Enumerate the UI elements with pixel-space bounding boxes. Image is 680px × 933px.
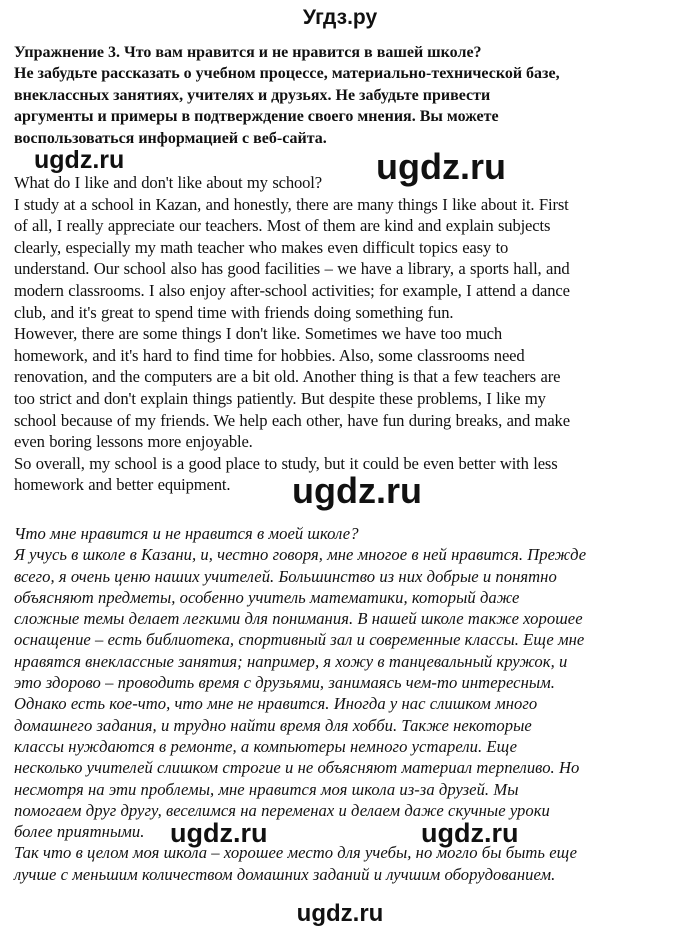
russian-line: объясняют предметы, особенно учитель математики, который даже (14, 587, 520, 607)
english-line: homework, and it's hard to find time for hobbies. Also, some classrooms need (14, 345, 525, 365)
russian-line: Так что в целом моя школа – хорошее место для учебы, но могло бы быть еще (14, 843, 578, 863)
russian-line: Я учусь в школе в Казани, и, честно говоря, мне многое в ней нравится. Прежде (14, 545, 587, 565)
russian-line: классы нуждаются в ремонте, а компьютеры немного устарели. Еще (14, 736, 517, 756)
site-title: Угдз.ру (302, 6, 378, 29)
russian-line: домашнего задания, и трудно найти время для хобби. Также некоторые (14, 715, 532, 735)
russian-line: всего, я очень ценю наших учителей. Большинство из них добрые и понятно (14, 566, 557, 586)
watermark: ugdz.ru (296, 900, 384, 927)
english-line: homework and better equipment. (14, 475, 231, 495)
russian-line: Однако есть кое-что, что мне не нравится. Иногда у нас слишком много (14, 694, 538, 714)
watermark: ugdz.ru (376, 146, 506, 187)
english-line: understand. Our school also has good facilities – we have a library, a sports hall, and (14, 259, 570, 279)
english-line: modern classrooms. I also enjoy after-school activities; for example, I attend a dance (14, 280, 570, 300)
english-line: I study at a school in Kazan, and honestly, there are many things I like about it. First (14, 194, 569, 214)
english-answer (14, 172, 674, 496)
watermark: ugdz.ru (421, 818, 519, 848)
english-line: too strict and don't explain things patiently. But despite these problems, I like my (14, 388, 546, 408)
english-line: renovation, and the computers are a bit old. Another thing is that a few teachers are (14, 367, 561, 387)
russian-line: это здорово – проводить время с друзьями, занимаясь чем-то интересным. (14, 673, 555, 693)
russian-line: более приятными. (14, 822, 145, 842)
russian-line: несмотря на эти проблемы, мне нравится моя школа из-за друзей. Мы (14, 779, 519, 799)
english-line: What do I like and don't like about my school? (14, 173, 322, 192)
russian-line: оснащение – есть библиотека, спортивный зал и современные классы. Еще мне (14, 630, 585, 650)
watermark: ugdz.ru (170, 818, 268, 848)
task-line: Упражнение 3. Что вам нравится и не нравится в вашей школе? (14, 44, 482, 61)
task-line: воспользоваться информацией с веб-сайта. (14, 129, 327, 147)
russian-line: Что мне нравится и не нравится в моей школе? (14, 524, 359, 543)
task-line: Не забудьте рассказать о учебном процессе, материально-технической базе, (14, 65, 560, 83)
russian-line: несколько учителей слишком строгие и не объясняют материал терпеливо. Но (14, 758, 580, 778)
english-line: However, there are some things I don't like. Sometimes we have too much (14, 324, 502, 344)
watermark: ugdz.ru (34, 146, 125, 174)
english-line: school because of my friends. We help each other, have fun during breaks, and make (14, 410, 570, 430)
english-line: club, and it's great to spend time with friends doing something fun. (14, 302, 454, 322)
russian-line: нравятся внеклассные занятия; например, я хожу в танцевальный кружок, и (14, 651, 568, 671)
english-line: clearly, especially my math teacher who makes even difficult topics easy to (14, 237, 509, 257)
task-line: внеклассных занятиях, учителях и друзьях. Не забудьте привести (14, 86, 491, 104)
english-line: even boring lessons more enjoyable. (14, 432, 253, 452)
russian-line: помогаем друг другу, веселимся на переменах и делаем даже скучные уроки (14, 800, 550, 820)
russian-line: сложные темы делает легкими для понимания. В нашей школе также хорошее (14, 609, 583, 629)
task-line: аргументы и примеры в подтверждение своего мнения. Вы можете (14, 108, 499, 126)
english-line: So overall, my school is a good place to study, but it could be even better with less (14, 453, 558, 473)
english-line: of all, I really appreciate our teachers. Most of them are kind and explain subjects (14, 216, 551, 236)
russian-line: лучше с меньшим количеством домашних заданий и лучшим оборудованием. (14, 864, 556, 884)
watermark: ugdz.ru (292, 470, 422, 511)
task-instructions (14, 42, 669, 149)
russian-translation (14, 523, 674, 885)
